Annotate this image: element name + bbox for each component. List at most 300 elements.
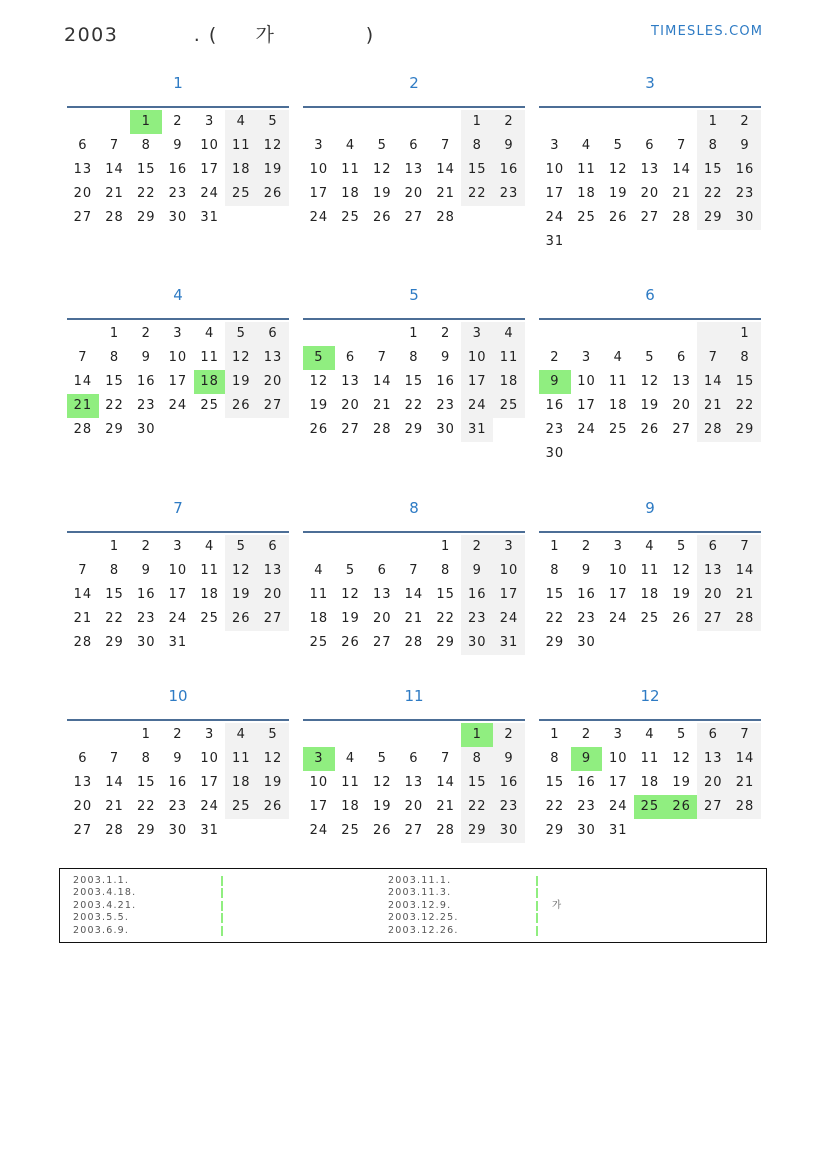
day-cell[interactable]: 5 [676, 539, 687, 554]
day-cell[interactable]: 18 [200, 587, 219, 602]
day-cell[interactable]: 29 [729, 418, 761, 442]
day-cell[interactable]: 12 [257, 747, 289, 771]
day-cell[interactable]: 19 [640, 398, 660, 413]
day-cell[interactable]: 7 [109, 751, 120, 766]
day-cell[interactable]: 11 [577, 162, 596, 177]
day-cell[interactable]: 27 [672, 422, 691, 437]
day-cell[interactable]: 27 [697, 607, 729, 631]
day-cell[interactable]: 11 [640, 563, 660, 578]
day-cell[interactable]: 30 [577, 823, 596, 838]
day-cell[interactable]: 21 [105, 799, 124, 814]
day-cell[interactable]: 13 [73, 162, 93, 177]
day-cell[interactable]: 7 [78, 563, 88, 578]
day-cell[interactable]: 19 [309, 398, 329, 413]
day-cell[interactable]: 17 [608, 775, 628, 790]
day-cell[interactable]: 21 [436, 799, 455, 814]
day-cell[interactable]: 15 [136, 162, 156, 177]
day-cell[interactable]: 24 [168, 398, 188, 413]
day-cell[interactable]: 10 [577, 374, 596, 389]
day-cell[interactable]: 7 [676, 138, 687, 153]
day-cell[interactable]: 13 [73, 775, 93, 790]
day-cell[interactable]: 22 [461, 795, 493, 819]
day-cell[interactable]: 28 [436, 823, 455, 838]
day-cell[interactable]: 1 [729, 322, 761, 346]
day-cell[interactable]: 14 [729, 559, 761, 583]
day-cell[interactable]: 6 [78, 138, 88, 153]
day-cell[interactable]: 15 [105, 374, 124, 389]
day-cell[interactable]: 23 [493, 182, 525, 206]
day-cell[interactable]: 21 [73, 611, 93, 626]
day-cell[interactable]: 15 [136, 775, 156, 790]
day-cell[interactable]: 1 [550, 727, 560, 742]
day-cell[interactable]: 14 [73, 587, 93, 602]
day-cell[interactable]: 20 [697, 583, 729, 607]
day-cell[interactable]: 25 [577, 210, 596, 225]
day-cell[interactable]: 1 [461, 110, 493, 134]
day-cell[interactable]: 11 [200, 350, 219, 365]
day-cell[interactable]: 25 [309, 635, 329, 650]
day-cell[interactable]: 1 [109, 539, 120, 554]
day-cell[interactable]: 17 [200, 162, 219, 177]
day-cell[interactable]: 23 [577, 611, 596, 626]
day-cell[interactable]: 24 [545, 210, 565, 225]
day-cell[interactable]: 28 [105, 210, 124, 225]
day-cell[interactable]: 25 [200, 611, 219, 626]
day-cell[interactable]: 19 [257, 158, 289, 182]
day-cell[interactable]: 25 [225, 182, 257, 206]
day-cell[interactable]: 3 [581, 350, 592, 365]
day-cell[interactable]: 3 [613, 539, 623, 554]
day-cell[interactable]: 13 [672, 374, 691, 389]
day-cell[interactable]: 19 [341, 611, 360, 626]
day-cell[interactable]: 5 [225, 322, 257, 346]
day-cell[interactable]: 6 [78, 751, 88, 766]
day-cell[interactable]: 27 [73, 210, 93, 225]
day-cell[interactable]: 11 [493, 346, 525, 370]
day-cell[interactable]: 31 [168, 635, 188, 650]
day-cell[interactable]: 20 [404, 186, 424, 201]
day-cell[interactable]: 8 [697, 134, 729, 158]
day-cell[interactable]: 11 [608, 374, 628, 389]
day-cell[interactable]: 4 [314, 563, 324, 578]
day-cell[interactable]: 17 [168, 587, 188, 602]
day-cell[interactable]: 15 [545, 587, 565, 602]
day-cell[interactable]: 13 [404, 162, 424, 177]
day-cell[interactable]: 31 [200, 210, 219, 225]
day-cell[interactable]: 11 [640, 751, 660, 766]
day-cell[interactable]: 16 [577, 587, 596, 602]
day-cell[interactable]: 22 [105, 398, 124, 413]
day-cell[interactable]: 13 [640, 162, 660, 177]
day-cell[interactable]: 4 [493, 322, 525, 346]
day-cell[interactable]: 21 [436, 186, 455, 201]
day-cell[interactable]: 3 [303, 747, 335, 771]
day-cell[interactable]: 26 [640, 422, 660, 437]
day-cell[interactable]: 17 [545, 186, 565, 201]
day-cell[interactable]: 12 [672, 751, 691, 766]
day-cell[interactable]: 3 [550, 138, 560, 153]
day-cell[interactable]: 1 [440, 539, 451, 554]
day-cell[interactable]: 12 [608, 162, 628, 177]
day-cell[interactable]: 21 [404, 611, 424, 626]
day-cell[interactable]: 6 [345, 350, 356, 365]
day-cell[interactable]: 15 [436, 587, 455, 602]
day-cell[interactable]: 12 [372, 775, 392, 790]
day-cell[interactable]: 18 [608, 398, 628, 413]
day-cell[interactable]: 17 [608, 587, 628, 602]
day-cell[interactable]: 22 [404, 398, 424, 413]
day-cell[interactable]: 31 [608, 823, 628, 838]
day-cell[interactable]: 14 [729, 747, 761, 771]
day-cell[interactable]: 23 [168, 186, 188, 201]
day-cell[interactable]: 24 [608, 611, 628, 626]
day-cell[interactable]: 11 [225, 134, 257, 158]
day-cell[interactable]: 8 [141, 751, 151, 766]
day-cell[interactable]: 29 [461, 819, 493, 843]
day-cell[interactable]: 26 [341, 635, 360, 650]
day-cell[interactable]: 7 [440, 138, 451, 153]
day-cell[interactable]: 2 [461, 535, 493, 559]
day-cell[interactable]: 4 [225, 723, 257, 747]
day-cell[interactable]: 2 [173, 114, 183, 129]
day-cell[interactable]: 26 [225, 394, 257, 418]
day-cell[interactable]: 21 [105, 186, 124, 201]
day-cell[interactable]: 8 [461, 134, 493, 158]
day-cell[interactable]: 31 [545, 234, 565, 249]
day-cell[interactable]: 17 [461, 370, 493, 394]
day-cell[interactable]: 16 [729, 158, 761, 182]
day-cell[interactable]: 14 [73, 374, 93, 389]
day-cell[interactable]: 20 [372, 611, 392, 626]
day-cell[interactable]: 9 [729, 134, 761, 158]
day-cell[interactable]: 12 [225, 346, 257, 370]
day-cell[interactable]: 9 [461, 559, 493, 583]
day-cell[interactable]: 27 [697, 795, 729, 819]
day-cell[interactable]: 6 [257, 535, 289, 559]
day-cell[interactable]: 17 [577, 398, 596, 413]
day-cell[interactable]: 4 [345, 751, 356, 766]
day-cell[interactable]: 27 [341, 422, 360, 437]
day-cell[interactable]: 25 [341, 210, 360, 225]
day-cell[interactable]: 22 [729, 394, 761, 418]
day-cell[interactable]: 27 [404, 210, 424, 225]
day-cell[interactable]: 7 [109, 138, 120, 153]
day-cell[interactable]: 6 [697, 535, 729, 559]
day-cell[interactable]: 2 [493, 110, 525, 134]
day-cell[interactable]: 6 [257, 322, 289, 346]
day-cell[interactable]: 26 [672, 611, 691, 626]
day-cell[interactable]: 10 [168, 350, 188, 365]
day-cell[interactable]: 20 [257, 583, 289, 607]
day-cell[interactable]: 12 [309, 374, 329, 389]
day-cell[interactable]: 13 [341, 374, 360, 389]
day-cell[interactable]: 27 [372, 635, 392, 650]
day-cell[interactable]: 2 [729, 110, 761, 134]
day-cell[interactable]: 1 [109, 326, 120, 341]
day-cell[interactable]: 4 [581, 138, 592, 153]
day-cell[interactable]: 26 [608, 210, 628, 225]
day-cell[interactable]: 24 [493, 607, 525, 631]
day-cell[interactable]: 13 [372, 587, 392, 602]
day-cell[interactable]: 9 [141, 563, 151, 578]
day-cell[interactable]: 9 [440, 350, 451, 365]
day-cell[interactable]: 6 [645, 138, 655, 153]
day-cell[interactable]: 3 [493, 535, 525, 559]
day-cell[interactable]: 10 [309, 775, 329, 790]
day-cell[interactable]: 27 [257, 607, 289, 631]
day-cell[interactable]: 29 [545, 823, 565, 838]
day-cell[interactable]: 5 [676, 727, 687, 742]
day-cell[interactable]: 24 [461, 394, 493, 418]
day-cell[interactable]: 3 [173, 539, 183, 554]
day-cell[interactable]: 28 [436, 210, 455, 225]
day-cell[interactable]: 8 [550, 563, 560, 578]
day-cell[interactable]: 18 [493, 370, 525, 394]
day-cell[interactable]: 4 [225, 110, 257, 134]
day-cell[interactable]: 2 [550, 350, 560, 365]
day-cell[interactable]: 16 [136, 587, 156, 602]
day-cell[interactable]: 16 [461, 583, 493, 607]
day-cell[interactable]: 4 [204, 539, 215, 554]
day-cell[interactable]: 23 [729, 182, 761, 206]
day-cell[interactable]: 1 [141, 727, 151, 742]
day-cell[interactable]: 2 [141, 539, 151, 554]
day-cell[interactable]: 27 [257, 394, 289, 418]
day-cell[interactable]: 26 [372, 210, 392, 225]
day-cell[interactable]: 23 [493, 795, 525, 819]
day-cell[interactable]: 19 [372, 799, 392, 814]
day-cell[interactable]: 18 [309, 611, 329, 626]
day-cell[interactable]: 5 [257, 723, 289, 747]
day-cell[interactable]: 19 [608, 186, 628, 201]
day-cell[interactable]: 30 [461, 631, 493, 655]
day-cell[interactable]: 20 [73, 186, 93, 201]
day-cell[interactable]: 17 [493, 583, 525, 607]
day-cell[interactable]: 25 [341, 823, 360, 838]
day-cell[interactable]: 19 [672, 587, 691, 602]
day-cell[interactable]: 23 [461, 607, 493, 631]
day-cell[interactable]: 17 [200, 775, 219, 790]
day-cell[interactable]: 31 [493, 631, 525, 655]
day-cell[interactable]: 26 [372, 823, 392, 838]
day-cell[interactable]: 5 [377, 138, 387, 153]
day-cell[interactable]: 10 [200, 751, 219, 766]
day-cell[interactable]: 9 [493, 747, 525, 771]
day-cell[interactable]: 30 [168, 210, 188, 225]
day-cell[interactable]: 10 [493, 559, 525, 583]
day-cell[interactable]: 9 [493, 134, 525, 158]
day-cell[interactable]: 20 [257, 370, 289, 394]
day-cell[interactable]: 11 [341, 162, 360, 177]
day-cell[interactable]: 14 [105, 775, 124, 790]
day-cell[interactable]: 3 [204, 114, 215, 129]
day-cell[interactable]: 2 [440, 326, 451, 341]
day-cell[interactable]: 20 [341, 398, 360, 413]
day-cell[interactable]: 1 [461, 723, 493, 747]
day-cell[interactable]: 16 [168, 775, 188, 790]
day-cell[interactable]: 14 [404, 587, 424, 602]
day-cell[interactable]: 8 [729, 346, 761, 370]
day-cell[interactable]: 28 [672, 210, 691, 225]
day-cell[interactable]: 18 [225, 771, 257, 795]
day-cell[interactable]: 11 [309, 587, 329, 602]
day-cell[interactable]: 30 [136, 635, 156, 650]
day-cell[interactable]: 23 [545, 422, 565, 437]
day-cell[interactable]: 9 [173, 138, 183, 153]
day-cell[interactable]: 5 [257, 110, 289, 134]
day-cell[interactable]: 24 [577, 422, 596, 437]
day-cell[interactable]: 7 [377, 350, 387, 365]
day-cell[interactable]: 3 [173, 326, 183, 341]
day-cell[interactable]: 24 [200, 799, 219, 814]
day-cell[interactable]: 3 [461, 322, 493, 346]
day-cell[interactable]: 28 [372, 422, 392, 437]
day-cell[interactable]: 11 [200, 563, 219, 578]
day-cell[interactable]: 13 [257, 559, 289, 583]
day-cell[interactable]: 13 [404, 775, 424, 790]
day-cell[interactable]: 21 [697, 394, 729, 418]
day-cell[interactable]: 8 [440, 563, 451, 578]
day-cell[interactable]: 13 [697, 559, 729, 583]
day-cell[interactable]: 19 [225, 370, 257, 394]
day-cell[interactable]: 28 [404, 635, 424, 650]
day-cell[interactable]: 16 [545, 398, 565, 413]
day-cell[interactable]: 20 [697, 771, 729, 795]
day-cell[interactable]: 23 [136, 398, 156, 413]
day-cell[interactable]: 18 [640, 775, 660, 790]
day-cell[interactable]: 9 [173, 751, 183, 766]
day-cell[interactable]: 27 [640, 210, 660, 225]
day-cell[interactable]: 28 [105, 823, 124, 838]
day-cell[interactable]: 16 [168, 162, 188, 177]
day-cell[interactable]: 7 [78, 350, 88, 365]
day-cell[interactable]: 16 [436, 374, 455, 389]
day-cell[interactable]: 3 [613, 727, 623, 742]
day-cell[interactable]: 20 [73, 799, 93, 814]
day-cell[interactable]: 26 [666, 795, 698, 819]
day-cell[interactable]: 22 [436, 611, 455, 626]
day-cell[interactable]: 18 [341, 186, 360, 201]
day-cell[interactable]: 9 [141, 350, 151, 365]
day-cell[interactable]: 5 [377, 751, 387, 766]
day-cell[interactable]: 21 [729, 583, 761, 607]
day-cell[interactable]: 22 [136, 186, 156, 201]
day-cell[interactable]: 7 [409, 563, 419, 578]
day-cell[interactable]: 9 [571, 747, 603, 771]
day-cell[interactable]: 18 [577, 186, 596, 201]
day-cell[interactable]: 14 [697, 370, 729, 394]
day-cell[interactable]: 5 [613, 138, 623, 153]
day-cell[interactable]: 22 [461, 182, 493, 206]
day-cell[interactable]: 25 [640, 611, 660, 626]
day-cell[interactable]: 25 [225, 795, 257, 819]
day-cell[interactable]: 28 [73, 635, 93, 650]
day-cell[interactable]: 23 [136, 611, 156, 626]
day-cell[interactable]: 13 [697, 747, 729, 771]
day-cell[interactable]: 29 [436, 635, 455, 650]
day-cell[interactable]: 4 [645, 727, 655, 742]
day-cell[interactable]: 30 [436, 422, 455, 437]
day-cell[interactable]: 29 [545, 635, 565, 650]
day-cell[interactable]: 13 [257, 346, 289, 370]
day-cell[interactable]: 23 [577, 799, 596, 814]
day-cell[interactable]: 31 [200, 823, 219, 838]
day-cell[interactable]: 5 [303, 346, 335, 370]
day-cell[interactable]: 9 [539, 370, 571, 394]
day-cell[interactable]: 23 [436, 398, 455, 413]
day-cell[interactable]: 1 [130, 110, 162, 134]
day-cell[interactable]: 8 [109, 563, 120, 578]
day-cell[interactable]: 6 [409, 138, 419, 153]
day-cell[interactable]: 21 [67, 394, 99, 418]
day-cell[interactable]: 19 [372, 186, 392, 201]
day-cell[interactable]: 10 [168, 563, 188, 578]
day-cell[interactable]: 19 [257, 771, 289, 795]
day-cell[interactable]: 1 [409, 326, 419, 341]
day-cell[interactable]: 2 [493, 723, 525, 747]
day-cell[interactable]: 7 [729, 535, 761, 559]
day-cell[interactable]: 19 [672, 775, 691, 790]
day-cell[interactable]: 17 [168, 374, 188, 389]
day-cell[interactable]: 10 [200, 138, 219, 153]
day-cell[interactable]: 19 [225, 583, 257, 607]
day-cell[interactable]: 22 [136, 799, 156, 814]
day-cell[interactable]: 24 [309, 823, 329, 838]
day-cell[interactable]: 28 [729, 607, 761, 631]
day-cell[interactable]: 29 [136, 823, 156, 838]
day-cell[interactable]: 10 [309, 162, 329, 177]
day-cell[interactable]: 14 [436, 162, 455, 177]
day-cell[interactable]: 14 [372, 374, 392, 389]
day-cell[interactable]: 11 [225, 747, 257, 771]
day-cell[interactable]: 7 [729, 723, 761, 747]
day-cell[interactable]: 16 [493, 771, 525, 795]
day-cell[interactable]: 18 [194, 370, 226, 394]
day-cell[interactable]: 15 [729, 370, 761, 394]
day-cell[interactable]: 21 [372, 398, 392, 413]
day-cell[interactable]: 30 [729, 206, 761, 230]
day-cell[interactable]: 29 [105, 635, 124, 650]
day-cell[interactable]: 15 [697, 158, 729, 182]
day-cell[interactable]: 15 [461, 158, 493, 182]
day-cell[interactable]: 14 [105, 162, 124, 177]
day-cell[interactable]: 21 [729, 771, 761, 795]
day-cell[interactable]: 30 [493, 819, 525, 843]
day-cell[interactable]: 30 [168, 823, 188, 838]
day-cell[interactable]: 26 [309, 422, 329, 437]
day-cell[interactable]: 24 [309, 210, 329, 225]
day-cell[interactable]: 20 [672, 398, 691, 413]
day-cell[interactable]: 31 [461, 418, 493, 442]
day-cell[interactable]: 22 [105, 611, 124, 626]
day-cell[interactable]: 12 [672, 563, 691, 578]
day-cell[interactable]: 27 [73, 823, 93, 838]
day-cell[interactable]: 4 [613, 350, 623, 365]
day-cell[interactable]: 9 [581, 563, 592, 578]
day-cell[interactable]: 16 [493, 158, 525, 182]
day-cell[interactable]: 26 [257, 182, 289, 206]
day-cell[interactable]: 10 [545, 162, 565, 177]
day-cell[interactable]: 6 [697, 723, 729, 747]
day-cell[interactable]: 25 [608, 422, 628, 437]
day-cell[interactable]: 30 [577, 635, 596, 650]
day-cell[interactable]: 15 [105, 587, 124, 602]
day-cell[interactable]: 23 [168, 799, 188, 814]
day-cell[interactable]: 28 [729, 795, 761, 819]
day-cell[interactable]: 17 [309, 186, 329, 201]
day-cell[interactable]: 15 [461, 771, 493, 795]
day-cell[interactable]: 12 [341, 587, 360, 602]
